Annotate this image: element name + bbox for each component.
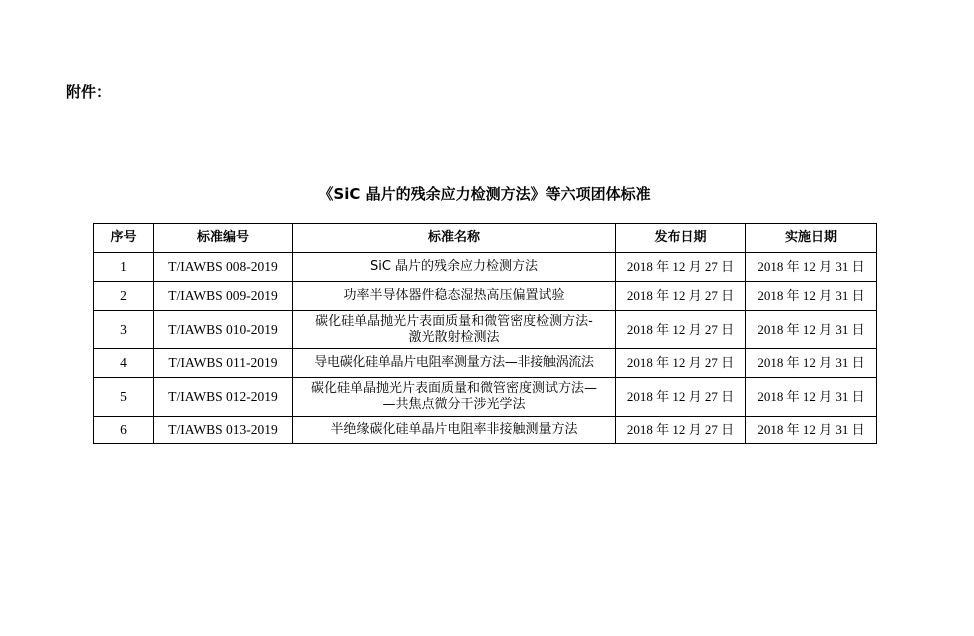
row-name: 半绝缘碳化硅单晶片电阻率非接触测量方法	[293, 417, 616, 444]
row-name	[293, 311, 616, 349]
row-code: T/IAWBS 010-2019	[154, 311, 293, 349]
row-name-line-1: 碳化硅单晶抛光片表面质量和微管密度检测方法-	[315, 313, 593, 329]
table-row	[94, 417, 877, 444]
row-name: 导电碳化硅单晶片电阻率测量方法—非接触涡流法	[293, 349, 616, 378]
row-effective-date: 2018 年 12 月 31 日	[746, 378, 877, 417]
header-seq: 序号	[94, 224, 154, 253]
row-seq: 1	[94, 253, 154, 282]
row-effective-date: 2018 年 12 月 31 日	[746, 417, 877, 444]
row-publish-date: 2018 年 12 月 27 日	[616, 253, 746, 282]
row-seq: 3	[94, 311, 154, 349]
row-effective-date: 2018 年 12 月 31 日	[746, 253, 877, 282]
document-title: 《SiC 晶片的残余应力检测方法》等六项团体标准	[318, 185, 651, 203]
row-seq: 5	[94, 378, 154, 417]
row-name: 功率半导体器件稳态湿热高压偏置试验	[293, 282, 616, 311]
row-code: T/IAWBS 009-2019	[154, 282, 293, 311]
row-name-line-2: —共焦点微分干涉光学法	[382, 397, 526, 412]
row-name-line-1: 碳化硅单晶抛光片表面质量和微管密度测试方法—	[310, 381, 597, 396]
row-publish-date: 2018 年 12 月 27 日	[616, 378, 746, 417]
attachment-label: 附件：	[66, 83, 112, 101]
row-name	[293, 378, 616, 417]
header-name: 标准名称	[293, 224, 616, 253]
row-effective-date: 2018 年 12 月 31 日	[746, 282, 877, 311]
table-header-row	[94, 224, 877, 253]
row-effective-date: 2018 年 12 月 31 日	[746, 349, 877, 378]
table-row	[94, 282, 877, 311]
table-row	[94, 253, 877, 282]
row-publish-date: 2018 年 12 月 27 日	[616, 417, 746, 444]
row-code: T/IAWBS 008-2019	[154, 253, 293, 282]
row-code: T/IAWBS 013-2019	[154, 417, 293, 444]
row-seq: 2	[94, 282, 154, 311]
row-publish-date: 2018 年 12 月 27 日	[616, 282, 746, 311]
standards-table	[93, 223, 877, 444]
row-code: T/IAWBS 012-2019	[154, 378, 293, 417]
row-publish-date: 2018 年 12 月 27 日	[616, 349, 746, 378]
table-row	[94, 378, 877, 417]
row-name-line-2: 激光散射检测法	[408, 329, 500, 345]
header-code: 标准编号	[154, 224, 293, 253]
row-seq: 4	[94, 349, 154, 378]
header-effective-date: 实施日期	[746, 224, 877, 253]
row-effective-date: 2018 年 12 月 31 日	[746, 311, 877, 349]
row-publish-date: 2018 年 12 月 27 日	[616, 311, 746, 349]
row-seq: 6	[94, 417, 154, 444]
table-row	[94, 311, 877, 349]
table-row	[94, 349, 877, 378]
header-publish-date: 发布日期	[616, 224, 746, 253]
row-code: T/IAWBS 011-2019	[154, 349, 293, 378]
row-name: SiC 晶片的残余应力检测方法	[293, 253, 616, 282]
